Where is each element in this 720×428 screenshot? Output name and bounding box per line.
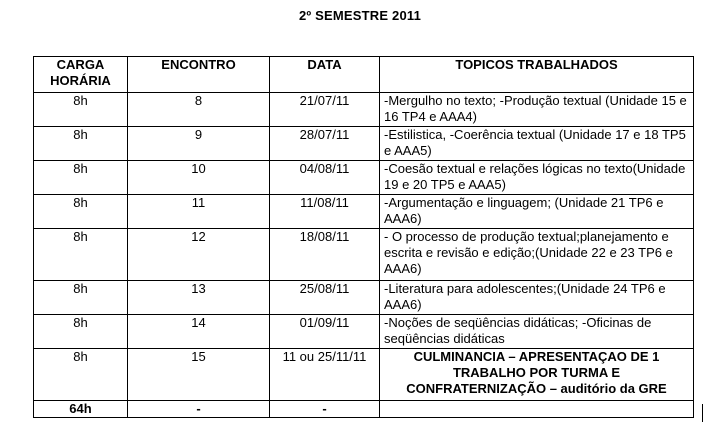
cell-topico-culminancia: CULMINANCIA – APRESENTAÇAO DE 1 TRABALHO POR TURMA E CONFRATERNIZAÇÃO – auditório da GRE [380, 349, 694, 401]
header-carga-horaria: CARGA HORÁRIA [34, 57, 128, 93]
cell-encontro: 8 [128, 93, 270, 127]
table-row [34, 229, 694, 281]
table-row [34, 315, 694, 349]
cell-carga: 8h [34, 281, 128, 315]
cell-encontro: 12 [128, 229, 270, 281]
cell-topico: -Coesão textual e relações lógicas no texto(Unidade 19 e 20 TP5 e AAA5) [380, 161, 694, 195]
cell-data: 18/08/11 [270, 229, 380, 281]
total-topico [380, 401, 694, 418]
cell-carga: 8h [34, 315, 128, 349]
table-row [34, 349, 694, 401]
cell-data: 11/08/11 [270, 195, 380, 229]
table-row [34, 93, 694, 127]
cell-carga: 8h [34, 195, 128, 229]
cell-carga: 8h [34, 161, 128, 195]
cell-encontro: 11 [128, 195, 270, 229]
table-row [34, 161, 694, 195]
total-encontro: - [128, 401, 270, 418]
total-data: - [270, 401, 380, 418]
cell-data: 28/07/11 [270, 127, 380, 161]
header-encontro: ENCONTRO [128, 57, 270, 93]
table-row [34, 195, 694, 229]
cell-carga: 8h [34, 93, 128, 127]
cell-encontro: 15 [128, 349, 270, 401]
cell-carga: 8h [34, 229, 128, 281]
cell-topico: -Noções de seqüências didáticas; -Oficinas de seqüências didáticas [380, 315, 694, 349]
cell-topico: -Estilistica, -Coerência textual (Unidade 17 e 18 TP5 e AAA5) [380, 127, 694, 161]
schedule-table [33, 56, 694, 418]
cell-topico: -Mergulho no texto; -Produção textual (Unidade 15 e 16 TP4 e AAA4) [380, 93, 694, 127]
cell-data: 04/08/11 [270, 161, 380, 195]
cell-carga: 8h [34, 349, 128, 401]
cell-data: 01/09/11 [270, 315, 380, 349]
total-carga: 64h [34, 401, 128, 418]
header-topicos: TOPICOS TRABALHADOS [380, 57, 694, 93]
cell-data: 21/07/11 [270, 93, 380, 127]
cell-encontro: 14 [128, 315, 270, 349]
cell-topico: - O processo de produção textual;planejamento e escrita e revisão e edição;(Unidade 22 e 23 TP6 e AAA6) [380, 229, 694, 281]
cell-topico: -Argumentação e linguagem; (Unidade 21 TP6 e AAA6) [380, 195, 694, 229]
table-header-row [34, 57, 694, 93]
page-title: 2º SEMESTRE 2011 [298, 8, 422, 23]
table-row [34, 281, 694, 315]
cell-topico: -Literatura para adolescentes;(Unidade 24 TP6 e AAA6) [380, 281, 694, 315]
cell-encontro: 9 [128, 127, 270, 161]
header-data: DATA [270, 57, 380, 93]
cell-encontro: 10 [128, 161, 270, 195]
table-total-row [34, 401, 694, 418]
cell-data: 25/08/11 [270, 281, 380, 315]
table-row [34, 127, 694, 161]
cell-carga: 8h [34, 127, 128, 161]
page-margin-rule [702, 404, 703, 422]
cell-encontro: 13 [128, 281, 270, 315]
cell-data: 11 ou 25/11/11 [270, 349, 380, 401]
